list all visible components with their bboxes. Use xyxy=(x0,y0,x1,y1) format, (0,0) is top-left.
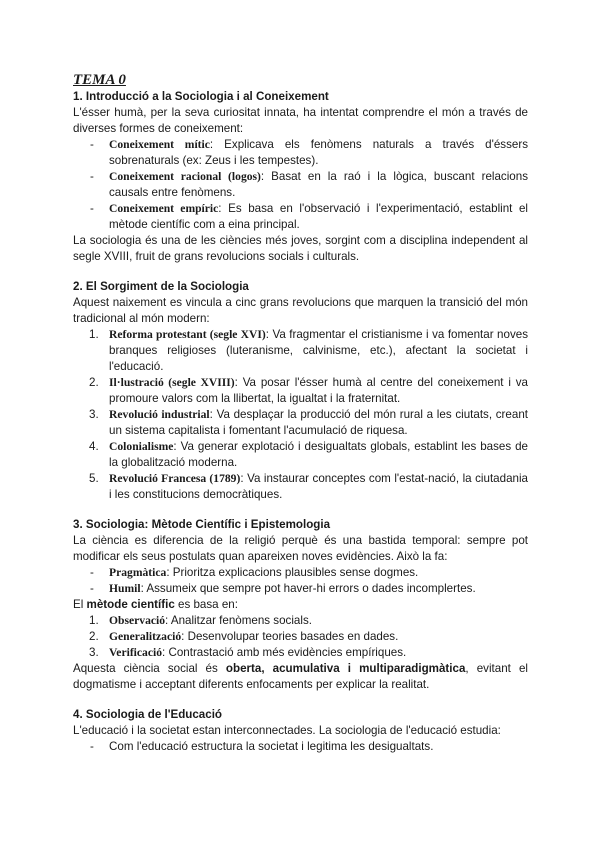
method-intro: El mètode científic es basa en: xyxy=(73,598,238,611)
list-item: 3. Revolució industrial: Va desplaçar la producció del món rural a les ciutats, creant un sistema capitalista i fomentant l'acumulació de riquesa. xyxy=(89,408,528,437)
section-4-heading: 4. Sociologia de l'Educació xyxy=(73,708,223,721)
list-item: 3. Verificació: Contrastació amb més evidències empíriques. xyxy=(89,646,407,659)
revolutions-list xyxy=(73,327,528,503)
knowledge-list xyxy=(73,137,528,233)
list-item: - Coneixement racional (logos): Basat en la raó i la lògica, buscant relacions causals entre fenòmens. xyxy=(90,170,528,199)
list-item: - Com l'educació estructura la societat i legitima les desigualtats. xyxy=(90,740,434,753)
document-title: TEMA 0 xyxy=(73,72,126,88)
section-2-intro: Aquest naixement es vincula a cinc grans revolucions que marquen la transició del món tradicional al món modern: xyxy=(73,296,528,325)
section-3-intro: La ciència es diferencia de la religió perquè és una bastida temporal: sempre pot modificar els seus postulats quan apareixen noves evidències. Això la fa: xyxy=(73,534,528,563)
list-item: - Pragmàtica: Prioritza explicacions plausibles sense dogmes. xyxy=(90,566,419,579)
science-traits-list xyxy=(73,565,528,597)
list-item: - Coneixement mític: Explicava els fenòmens naturals a través d'éssers sobrenaturals (ex: Zeus i les tempestes). xyxy=(90,138,528,167)
section-3-heading: 3. Sociologia: Mètode Científic i Epistemologia xyxy=(73,518,331,531)
list-item: 1. Observació: Analitzar fenòmens socials. xyxy=(89,614,312,627)
list-item: 4. Colonialisme: Va generar explotació i desigualtats globals, establint les bases de la globalització moderna. xyxy=(89,440,528,469)
list-item: 1. Reforma protestant (segle XVI): Va fragmentar el cristianisme i va fomentar noves branques religioses (luteranisme, calvinisme, etc.), afectant la societat i l'educació. xyxy=(89,328,528,373)
list-item: 5. Revolució Francesa (1789): Va instaurar conceptes com l'estat-nació, la ciutadania i les constitucions democràtiques. xyxy=(89,472,528,501)
section-2-heading: 2. El Sorgiment de la Sociologia xyxy=(73,280,249,293)
section-4-intro: L'educació i la societat estan interconnectades. La sociologia de l'educació estudia: xyxy=(73,724,501,737)
list-item: 2. Generalització: Desenvolupar teories basades en dades. xyxy=(89,630,399,643)
document-page xyxy=(73,72,528,755)
section-1-heading: 1. Introducció a la Sociologia i al Coneixement xyxy=(73,90,329,103)
section-1-intro: L'ésser humà, per la seva curiositat innata, ha intentat comprendre el món a través de diverses formes de coneixement: xyxy=(73,106,528,135)
method-steps-list xyxy=(73,613,528,661)
education-list xyxy=(73,739,528,755)
list-item: - Humil: Assumeix que sempre pot haver-hi errors o dades incomplertes. xyxy=(90,582,476,595)
list-item: 2. Il·lustració (segle XVIII): Va posar l'ésser humà al centre del coneixement i va promoure valors com la llibertat, la igualtat i la fraternitat. xyxy=(89,376,529,405)
section-3-outro: Aquesta ciència social és oberta, acumulativa i multiparadigmàtica, evitant el dogmatisme i acceptant diferents enfocaments per explicar la realitat. xyxy=(73,662,528,691)
list-item: - Coneixement empíric: Es basa en l'observació i l'experimentació, establint el mètode científic com a eina principal. xyxy=(90,202,528,231)
section-1-outro: La sociologia és una de les ciències més joves, sorgint com a disciplina independent al segle XVIII, fruit de grans revolucions socials i culturals. xyxy=(73,234,528,263)
